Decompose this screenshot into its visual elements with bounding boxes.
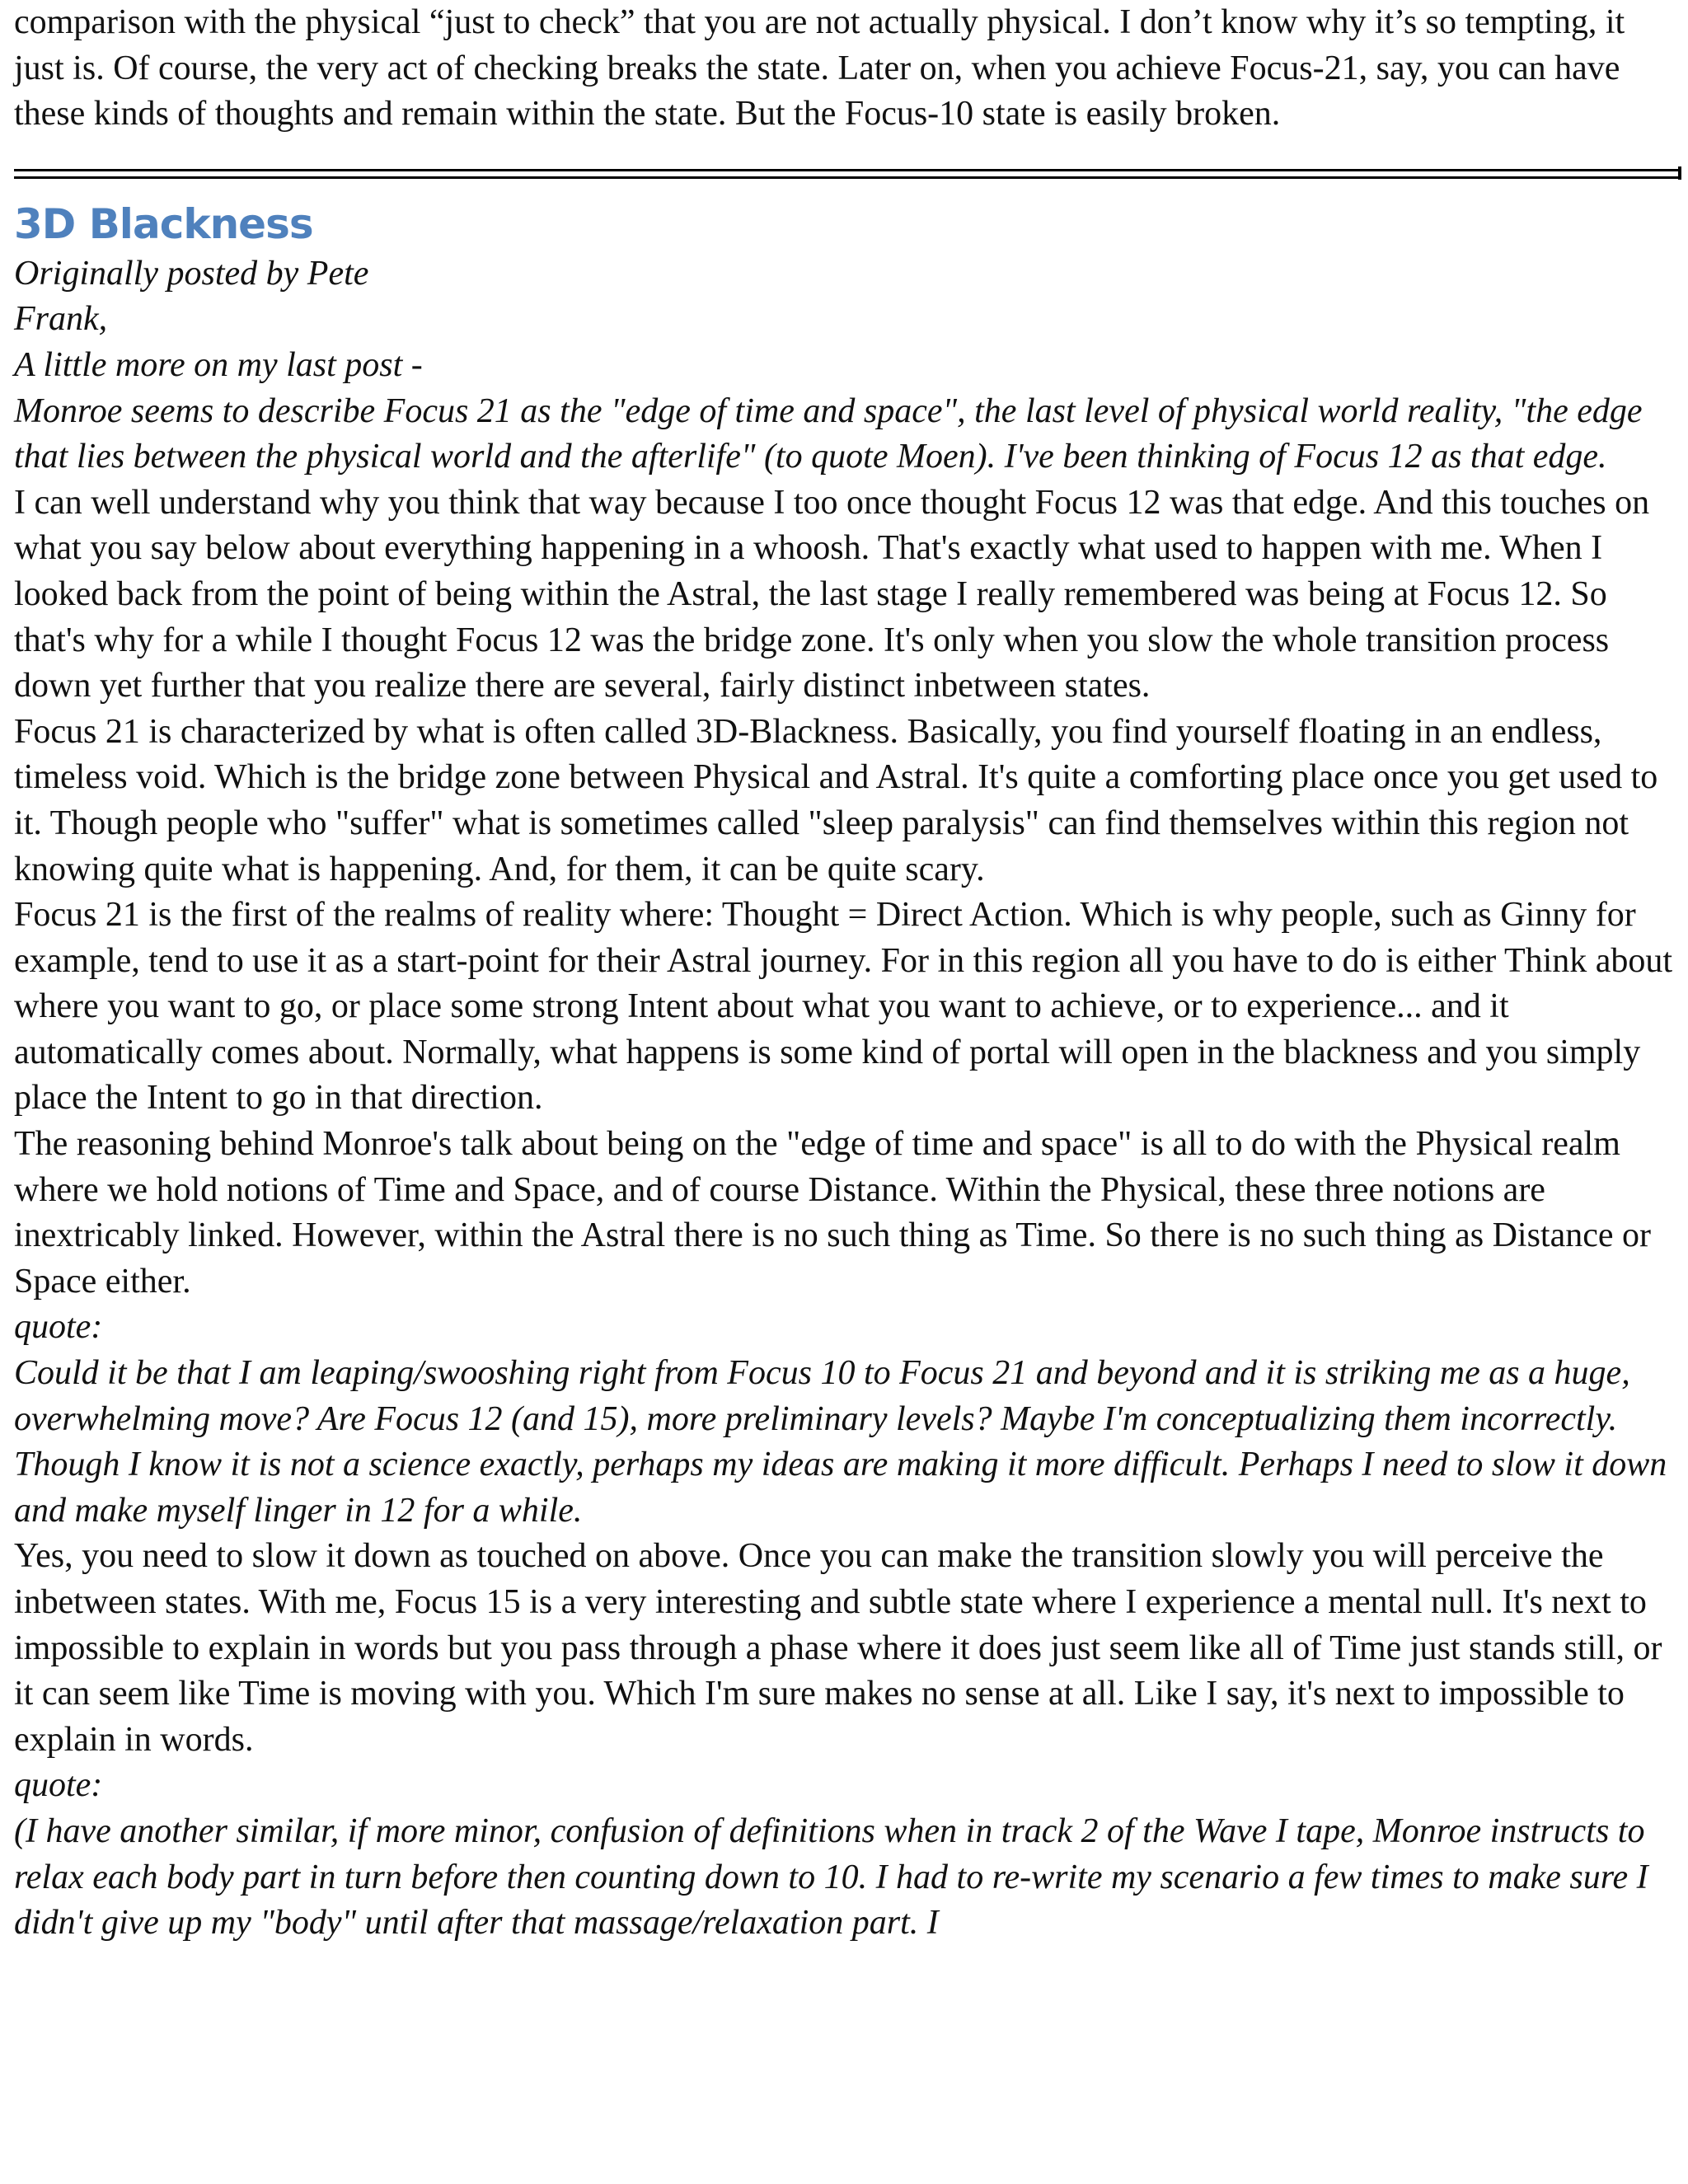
reply-paragraph: I can well understand why you think that way because I too once thought Focus 12 was that edge. And this touches on what you say below about everything happening in a whoosh. That's exactly what used to happen with me. When I looked back from the point of being within the Astral, the last stage I really remembered was being at Focus 12. So that's why for a while I thought Focus 12 was the bridge zone. It's only when you slow the whole transition process down yet further that you realize there are several, fairly distinct inbetween states. [14, 483, 1650, 705]
reply-paragraph: Focus 21 is the first of the realms of reality where: Thought = Direct Action. Which is why people, such as Ginny for example, tend to use it as a start-point for their Astral journey. For in this region all you have to do is either Think about where you want to go, or place some strong Intent about what you want to achieve, or to experience... and it automatically comes about. Normally, what happens is some kind of portal will open in the blackness and you simply place the Intent to go in that direction. [14, 896, 1673, 1118]
section-divider [14, 169, 1679, 179]
document-page [14, 0, 1679, 1947]
byline: Originally posted by Pete [14, 254, 369, 293]
quoted-paragraph: Monroe seems to describe Focus 21 as the "edge of time and space", the last level of physical world reality, "the edge that lies between the physical world and the afterlife" (to quote Moen). I've been thinking of Focus 12 as that edge. [14, 391, 1643, 476]
reply-paragraph: Focus 21 is characterized by what is often called 3D-Blackness. Basically, you find yourself floating in an endless, timeless void. Which is the bridge zone between Physical and Astral. It's quite a comforting place once you get used to it. Though people who "suffer" what is sometimes called "sleep paralysis" can find themselves within this region not knowing quite what is happening. And, for them, it can be quite scary. [14, 712, 1658, 888]
quoted-paragraph: (I have another similar, if more minor, confusion of definitions when in track 2 of the Wave I tape, Monroe instructs to relax each body part in turn before then counting down to 10. I had to re-write my scenario a few times to make sure I didn't give up my "body" until after that massage/relaxation part. I [14, 1811, 1648, 1943]
forum-post [14, 251, 1679, 1947]
quoted-paragraph: Could it be that I am leaping/swooshing right from Focus 10 to Focus 21 and beyond and it is striking me as a huge, overwhelming move? Are Focus 12 (and 15), more preliminary levels? Maybe I'm conceptualizing them incorrectly. Though I know it is not a science exactly, perhaps my ideas are making it more difficult. Perhaps I need to slow it down and make myself linger in 12 for a while. [14, 1354, 1667, 1530]
intro-paragraph: comparison with the physical “just to check” that you are not actually physical. I don’t know why it’s so tempting, it just is. Of course, the very act of checking breaks the state. Later on, when you achieve Focus-21, say, you can have these kinds of thoughts and remain within the state. But the Focus-10 state is easily broken. [14, 3, 1625, 134]
quote-label: quote: [14, 1308, 103, 1347]
quote-label: quote: [14, 1766, 103, 1805]
reply-paragraph: Yes, you need to slow it down as touched on above. Once you can make the transition slowly you will perceive the inbetween states. With me, Focus 15 is a very interesting and subtle state where I experience a mental null. It's next to impossible to explain in words but you pass through a phase where it does just seem like all of Time just stands still, or it can seem like Time is moving with you. Which I'm sure makes no sense at all. Like I say, it's next to impossible to explain in words. [14, 1537, 1662, 1759]
reply-paragraph: The reasoning behind Monroe's talk about being on the "edge of time and space" is all to do with the Physical realm where we hold notions of Time and Space, and of course Distance. Within the Physical, these three notions are inextricably linked. However, within the Astral there is no such thing as Time. So there is no such thing as Distance or Space either. [14, 1125, 1651, 1301]
section-heading: 3D Blackness [14, 199, 313, 248]
lead-line: A little more on my last post - [14, 345, 423, 384]
salutation: Frank, [14, 300, 108, 339]
